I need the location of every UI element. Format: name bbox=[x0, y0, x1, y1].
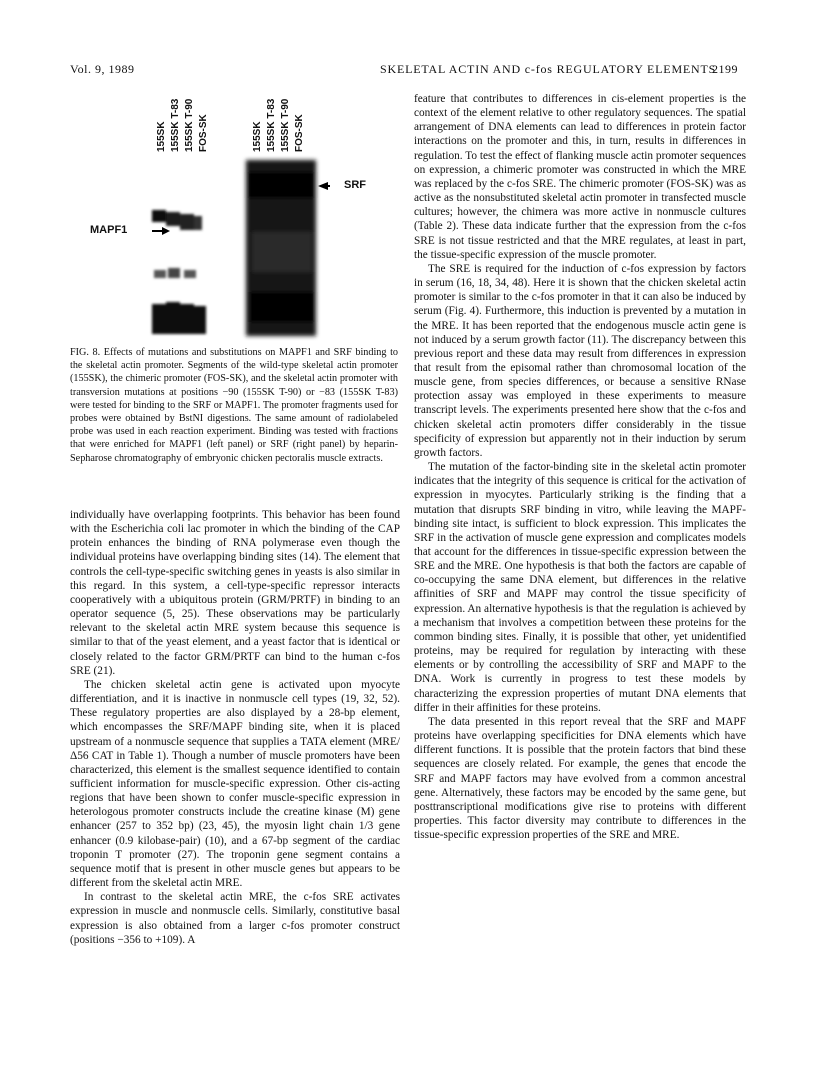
right-lane-label-1: 155SK bbox=[252, 121, 263, 152]
srf-marker-label: SRF bbox=[344, 179, 366, 191]
left-paragraph-1: individually have overlapping footprints. This behavior has been found with the Escherichia coli lac promoter in which the binding of the CAP protein enhances the binding of RNA polymerase even though the individual proteins have overlapping binding sites (14). The element that controls the cell-type-specific switching genes in yeasts is also similar in this regard. In this system, a cell-type-specific repressor interacts cooperatively with a ubiquitous protein (GRM/PRTF) in binding to an operator sequence (5, 25). These observations may be particularly relevant to the skeletal actin MRE system because this sequence is similar to that of the yeast element, and a yeast factor that is identical or closely related to the factor GRM/PRTF can bind to the human c-fos SRE (21). bbox=[70, 509, 400, 677]
right-lane-label-3: 155SK T-90 bbox=[280, 98, 291, 152]
right-paragraph-2: The SRE is required for the induction of c-fos expression by factors in serum (16, 18, 34, 48). Here it is shown that the chicken skeletal actin promoter is similar to the c-fos promoter in that it can also be induced by serum (Fig. 4). Furthermore, this induction is prevented by a mutation in the MRE. It has been reported that the endogenous muscle actin gene is not induced by a serum growth factor (11). The discrepancy between this previous report and these data may result from differences in expression that result from the episomal rather than chromosomal location of the muscle gene, from species differences, or because a sensitive RNase protection assay was employed in these experiments to measure transcript levels. The experiments presented here show that the c-fos and chicken skeletal actin promoters differ considerably in the tissue specificity of expression but apparently not in their induction by serum growth factors. bbox=[414, 262, 746, 459]
right-lane-label-4: FOS-SK bbox=[294, 114, 305, 152]
left-probe-4 bbox=[194, 306, 206, 334]
gel-figure bbox=[90, 92, 366, 342]
left-paragraph-3: In contrast to the skeletal actin MRE, the c-fos SRE activates expression in muscle and nonmuscle cells. Similarly, constitutive basal expression is also obtained from a larger c-fos promoter construct (positions −356 to +109). A bbox=[70, 891, 400, 946]
volume-label: Vol. 9, 1989 bbox=[70, 62, 135, 76]
mapf1-marker-label: MAPF1 bbox=[90, 224, 128, 236]
right-lane-label-2: 155SK T-83 bbox=[266, 98, 277, 152]
left-lane-label-3: 155SK T-90 bbox=[184, 98, 195, 152]
figure-caption: FIG. 8. Effects of mutations and substitutions on MAPF1 and SRF binding to the skeletal actin promoter. Segments of the wild-type skeletal actin promoter (155SK), the chimeric promoter (FOS-SK), and the skeletal actin promoter with transversion mutations at positions −90 (155SK T-90) or −83 (155SK T-83) were tested for binding to the SRF or MAPF1. The promoter fragments used for probes were obtained by BstNI digestions. The same amount of radiolabeled probe was used in each reaction experiment. Binding was tested with fractions that were enriched for MAPF1 (left panel) or SRF (right panel) by heparin-Sepharose chromatography of embryonic chicken pectoralis muscle extracts. bbox=[70, 347, 398, 464]
gel-image bbox=[100, 92, 330, 342]
running-header bbox=[0, 62, 816, 82]
right-band-srf bbox=[248, 172, 314, 198]
left-smear-2 bbox=[168, 268, 180, 278]
left-probe-3 bbox=[180, 304, 194, 334]
left-lane-label-4: FOS-SK bbox=[198, 114, 209, 152]
right-column bbox=[414, 92, 746, 842]
left-smear-3 bbox=[184, 270, 196, 278]
right-paragraph-1: feature that contributes to differences in cis-element properties is the context of the element relative to other regulatory sequences. The spatial arrangement of DNA elements can lead to differences in protein factor interactions on the promoter and this, in turn, results in differences in regulation. To test the effect of flanking muscle actin promoter sequences on expression, a chimeric promoter was constructed in which the MRE was replaced by the c-fos SRE. The chimeric promoter (FOS-SK) was as active as the nonsubstituted skeletal actin promoter in transfected muscle cultures; however, the chimera was more active in nonmuscle cultures (Table 2). These data indicate further that the expression from the c-fos SRE is not tissue restricted and that the MRE regulates, at least in part, the tissue-specific expression of the muscle promoter. bbox=[414, 93, 746, 261]
right-smear bbox=[252, 232, 312, 272]
page-number: 2199 bbox=[712, 62, 738, 76]
left-lane-label-1: 155SK bbox=[156, 121, 167, 152]
mapf1-arrow-head bbox=[162, 227, 170, 235]
left-lane-label-2: 155SK T-83 bbox=[170, 98, 181, 152]
left-probe-2 bbox=[166, 302, 180, 334]
left-column bbox=[70, 508, 400, 947]
left-band-upper-2 bbox=[166, 212, 180, 226]
left-band-upper-4 bbox=[194, 216, 202, 230]
right-paragraph-4: The data presented in this report reveal that the SRF and MAPF proteins have overlapping specificities for DNA elements which have different functions. It is possible that the protein factors that bind these sequences are closely related. For example, the genes that encode the SRF and MAPF factors may have evolved from a common ancestral gene. Alternatively, these factors may be encoded by the same gene, but posttranscriptional modifications give rise to proteins with different properties. This factor diversity may contribute to differences in the tissue-specific expression properties of the SRE and MRE. bbox=[414, 715, 746, 842]
left-probe-1 bbox=[152, 304, 166, 334]
left-band-upper-1 bbox=[152, 210, 166, 222]
left-band-upper-3 bbox=[180, 214, 194, 230]
right-probe bbox=[250, 292, 314, 322]
srf-arrow-head bbox=[318, 182, 328, 190]
left-smear-1 bbox=[154, 270, 166, 278]
running-title: SKELETAL ACTIN AND c-fos REGULATORY ELEMENTS bbox=[380, 62, 717, 76]
right-paragraph-3: The mutation of the factor-binding site in the skeletal actin promoter indicates that the integrity of this sequence is critical for the activation of expression in myocytes. Particularly striking is the finding that a mutation that disrupts SRF binding in vitro, while leaving the MAPF-binding site intact, is sufficient to block expression. This implicates the SRF in the activation of muscle gene expression and complicates models that account for the differences in tissue-specific expression between the SRE and the MRE. One hypothesis is that both the factors are capable of co-occupying the same DNA element, but differences in the relative affinities of SRF and MAPF may control the tissue specificity of expression. An alternative hypothesis is that the regulation is achieved by a mechanism that involves a competition between these proteins for the common binding sites. Finally, it is possible that other, yet unidentified proteins, may be required for regulation by interacting with these elements or by controlling the accessibility of SRF and MAPF to the DNA. Work is currently in progress to test these models by characterizing the expression properties of mutant DNA elements that differ in their affinities for these proteins. bbox=[414, 461, 746, 714]
left-paragraph-2: The chicken skeletal actin gene is activated upon myocyte differentiation, and it is inactive in nonmuscle cell types (19, 32, 52). These regulatory properties are also displayed by a 28-bp element, which encompasses the SRF/MAPF binding site, when it is placed upstream of a nonmuscle sequence that supplies a TATA element (MRE/Δ56 CAT in Table 1). Though a number of muscle promoters have been characterized, this element is the smallest sequence identified to contain sufficient information for muscle-specific expression. Other cis-acting regions that have been shown to confer muscle-specific expression in heterologous promoter constructs include the creatine kinase (M) gene enhancer (257 to 352 bp) (23, 45), the myosin light chain 1/3 gene enhancer (0.9 kilobase-pair) (10), and a 67-bp segment of the cardiac troponin T promoter (27). The troponin gene segment contains a sequence motif that is present in other muscle genes but appears to be different from the skeletal actin MRE. bbox=[70, 678, 400, 890]
